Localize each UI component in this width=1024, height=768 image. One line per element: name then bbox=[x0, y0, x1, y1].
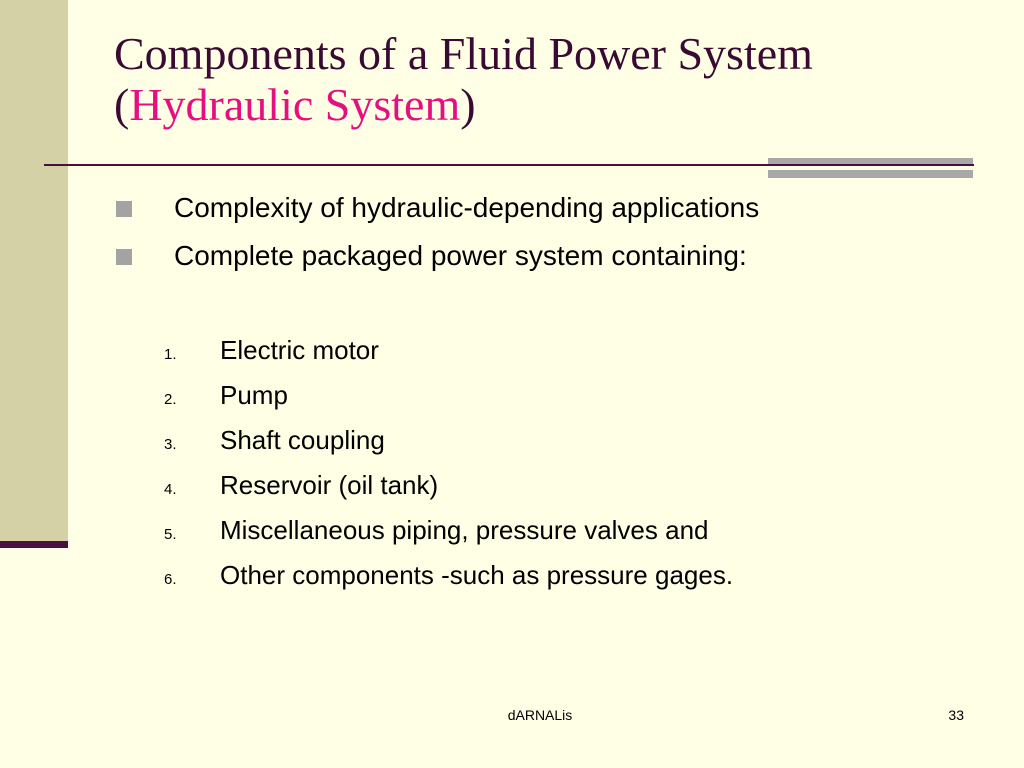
numbered-list-item bbox=[160, 377, 980, 422]
slide-title bbox=[114, 28, 994, 130]
title-open-paren: ( bbox=[114, 79, 130, 130]
list-item-text: Other components -such as pressure gages. bbox=[220, 560, 734, 590]
numbered-list-item bbox=[160, 422, 980, 467]
title-line-2 bbox=[114, 79, 994, 130]
title-divider-line bbox=[44, 164, 974, 166]
numbered-list-item bbox=[160, 512, 980, 557]
list-item-text: Shaft coupling bbox=[220, 425, 385, 455]
list-number: 2. bbox=[164, 391, 177, 408]
left-band-accent-bar bbox=[0, 541, 68, 548]
title-close-paren: ) bbox=[460, 79, 476, 130]
numbered-list-item bbox=[160, 467, 980, 512]
list-number: 3. bbox=[164, 436, 177, 453]
bullet-list bbox=[114, 188, 994, 284]
list-number: 5. bbox=[164, 526, 177, 543]
left-decorative-band bbox=[0, 0, 68, 545]
bullet-text: Complexity of hydraulic-depending applications bbox=[174, 192, 760, 223]
list-item-text: Pump bbox=[220, 380, 288, 410]
list-item-text: Miscellaneous piping, pressure valves and bbox=[220, 515, 709, 545]
list-number: 4. bbox=[164, 481, 177, 498]
bullet-text: Complete packaged power system containing: bbox=[174, 240, 747, 271]
list-number: 6. bbox=[164, 571, 177, 588]
square-bullet-icon bbox=[116, 249, 132, 265]
title-accent-text: Hydraulic System bbox=[129, 79, 461, 130]
slide-number: 33 bbox=[948, 707, 964, 723]
bullet-item bbox=[114, 236, 994, 284]
bullet-item bbox=[114, 188, 994, 236]
numbered-list-item bbox=[160, 557, 980, 602]
title-divider-gray-bar-bottom bbox=[768, 170, 973, 178]
list-number: 1. bbox=[164, 346, 177, 363]
list-item-text: Reservoir (oil tank) bbox=[220, 470, 439, 500]
footer-author: dARNALis bbox=[507, 707, 573, 723]
title-line-1: Components of a Fluid Power System bbox=[114, 28, 813, 79]
square-bullet-icon bbox=[116, 201, 132, 217]
numbered-list-item bbox=[160, 332, 980, 377]
numbered-list bbox=[160, 332, 980, 602]
list-item-text: Electric motor bbox=[220, 335, 379, 365]
title-divider-gray-bar-top bbox=[768, 158, 973, 164]
